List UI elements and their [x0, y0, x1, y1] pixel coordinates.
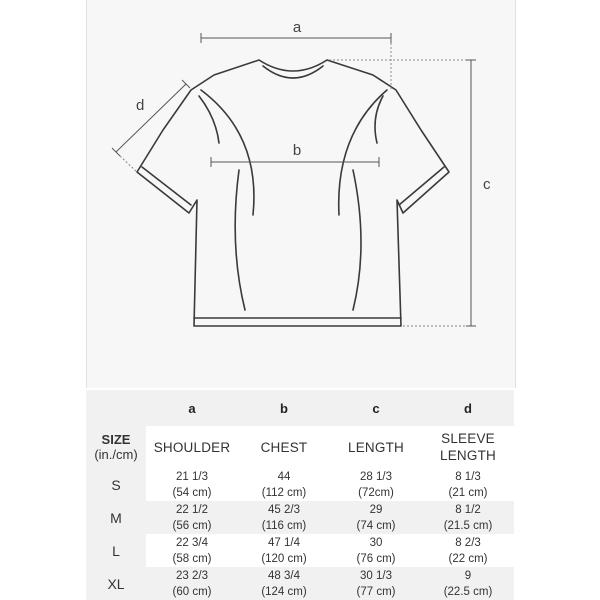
collar-inner-line: [263, 66, 323, 78]
value-cm: (112 cm): [261, 486, 307, 499]
size-name-cell: M: [110, 509, 122, 526]
letter-c: c: [372, 400, 380, 416]
size-name-cell: XL: [107, 575, 125, 592]
value-cm: (72cm): [358, 486, 394, 499]
value-inch: 22 1/2: [176, 503, 208, 516]
label-d: d: [136, 97, 145, 114]
right-sleeve-hem: [399, 167, 444, 205]
table-header-row: [86, 426, 514, 468]
tshirt-body-outline: [137, 60, 449, 326]
size-name-cell: L: [86, 534, 146, 567]
value-cm: (116 cm): [261, 519, 307, 532]
letter-b: b: [280, 400, 288, 416]
col-header-line1: SLEEVE: [441, 431, 495, 446]
value-cm: (21.5 cm): [443, 519, 493, 532]
label-c: c: [483, 176, 491, 193]
value-inch: 23 2/3: [176, 569, 208, 582]
col-header-chest: [238, 426, 330, 468]
value-cell: [146, 567, 238, 600]
value-inch: 45 2/3: [268, 503, 300, 516]
measurement-lines: [112, 33, 476, 326]
right-raglan-line: [339, 90, 387, 215]
value-cm: (76 cm): [356, 552, 396, 565]
value-cell: [146, 501, 238, 534]
measure-d-line: [116, 84, 186, 152]
value-inch: 47 1/4: [268, 536, 300, 549]
tshirt-outline: [137, 60, 449, 326]
value-inch: 8 1/3: [455, 470, 481, 483]
value-cm: (77 cm): [356, 585, 396, 598]
value-cell: [422, 468, 514, 501]
value-cell: [238, 534, 330, 567]
left-raglan-line: [201, 90, 254, 215]
value-inch: 44: [277, 470, 291, 483]
value-cm: (60 cm): [172, 585, 212, 598]
value-cell: [238, 468, 330, 501]
value-cm: (58 cm): [172, 552, 212, 565]
letter-d: d: [464, 400, 472, 416]
value-cm: (54 cm): [172, 486, 212, 499]
col-header-length: [330, 426, 422, 468]
size-header-line2: (in./cm): [94, 447, 138, 462]
value-inch: 30 1/3: [360, 569, 392, 582]
col-header-sleeve-length: [422, 426, 514, 468]
value-cell: [146, 534, 238, 567]
letter-a: a: [188, 400, 196, 416]
value-inch: 21 1/3: [176, 470, 208, 483]
value-cell: [330, 468, 422, 501]
right-side-curve: [353, 170, 361, 310]
value-inch: 22 3/4: [176, 536, 208, 549]
col-header-shoulder: [146, 426, 238, 468]
value-cell: [422, 534, 514, 567]
value-cm: (22 cm): [448, 552, 488, 565]
tshirt-diagram: [87, 0, 515, 388]
value-inch: 8 1/2: [455, 503, 481, 516]
col-header-line1: LENGTH: [348, 439, 404, 455]
table-row: [86, 468, 514, 501]
table-row: [86, 501, 514, 534]
size-table: [86, 388, 514, 600]
letter-cell-empty: [86, 390, 146, 426]
left-side-curve: [235, 170, 245, 310]
col-header-line1: SHOULDER: [153, 439, 231, 455]
value-inch: 28 1/3: [360, 470, 392, 483]
value-cell: [422, 567, 514, 600]
table-letter-row: [86, 390, 514, 426]
value-cell: [146, 468, 238, 501]
value-cell: [330, 567, 422, 600]
value-cell: [238, 567, 330, 600]
table-row: [86, 567, 514, 600]
col-header-line2: LENGTH: [440, 448, 496, 463]
value-cm: (124 cm): [261, 585, 307, 598]
right-armhole-seam: [375, 96, 383, 143]
value-cm: (74 cm): [356, 519, 396, 532]
tshirt-diagram-panel: [86, 0, 516, 388]
value-cell: [422, 501, 514, 534]
value-cm: (22.5 cm): [443, 585, 493, 598]
label-b: b: [292, 142, 302, 159]
value-inch: 9: [464, 569, 472, 582]
value-cell: [330, 501, 422, 534]
measure-d-guide-bottom: [120, 156, 137, 172]
label-a: a: [292, 19, 302, 36]
size-name-cell: S: [86, 468, 146, 501]
value-inch: 48 3/4: [268, 569, 300, 582]
value-inch: 29: [369, 503, 383, 516]
left-sleeve-hem: [142, 167, 191, 205]
col-header-line1: CHEST: [260, 439, 308, 455]
size-header-cell: [86, 426, 146, 468]
value-cell: [330, 534, 422, 567]
value-cm: (21 cm): [448, 486, 488, 499]
value-inch: 30: [369, 536, 383, 549]
table-row: [86, 534, 514, 567]
value-cell: [238, 501, 330, 534]
value-inch: 8 2/3: [455, 536, 481, 549]
size-header-line1: SIZE: [101, 432, 131, 447]
value-cm: (120 cm): [261, 552, 307, 565]
value-cm: (56 cm): [172, 519, 212, 532]
